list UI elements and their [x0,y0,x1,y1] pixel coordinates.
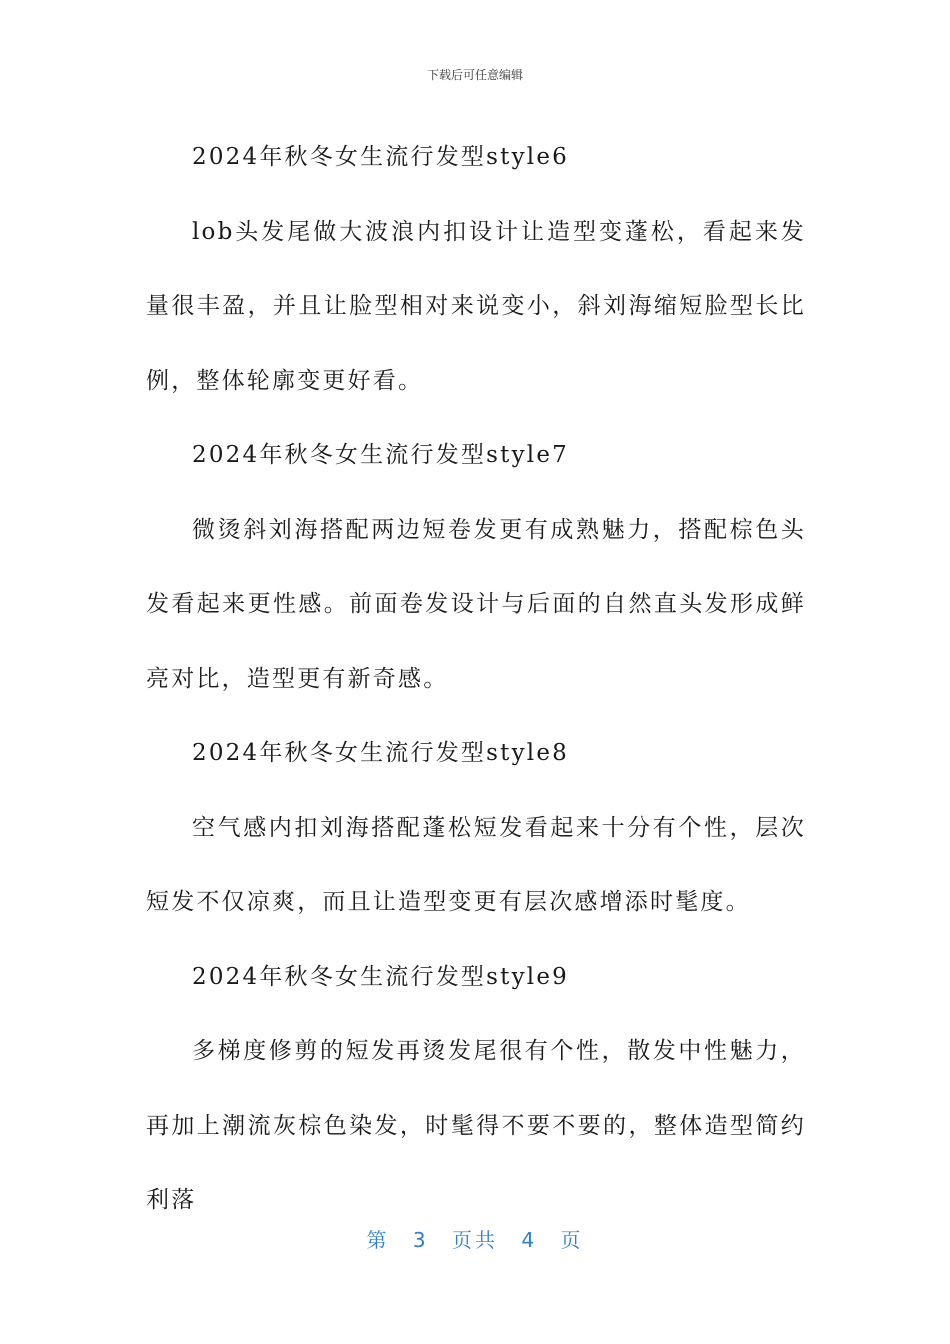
paragraph-style6: lob头发尾做大波浪内扣设计让造型变蓬松，看起来发量很丰盈，并且让脸型相对来说变小，斜刘海缩短脸型长比例，整体轮廓变更好看。 [146,218,806,394]
document-body [146,120,806,1238]
section-heading-style6: 2024年秋冬女生流行发型style6 [192,144,569,170]
paragraph-style9: 多梯度修剪的短发再烫发尾很有个性，散发中性魅力，再加上潮流灰棕色染发，时髦得不要不要的，整体造型简约利落 [146,1038,806,1213]
page-header: 下载后可任意编辑 [426,68,523,82]
section-heading-style9: 2024年秋冬女生流行发型style9 [192,963,569,990]
section-heading-style8: 2024年秋冬女生流行发型style8 [192,740,569,766]
paragraph-style7: 微烫斜刘海搭配两边短卷发更有成熟魅力，搭配棕色头发看起来更性感。前面卷发设计与后面的自然直头发形成鲜亮对比，造型更有新奇感。 [146,516,806,692]
page-number-footer: 第 3 页共 4 页 [366,1228,584,1252]
section-heading-style7: 2024年秋冬女生流行发型style7 [192,442,569,468]
paragraph-style8: 空气感内扣刘海搭配蓬松短发看起来十分有个性，层次短发不仅凉爽，而且让造型变更有层次感增添时髦度。 [146,814,806,915]
